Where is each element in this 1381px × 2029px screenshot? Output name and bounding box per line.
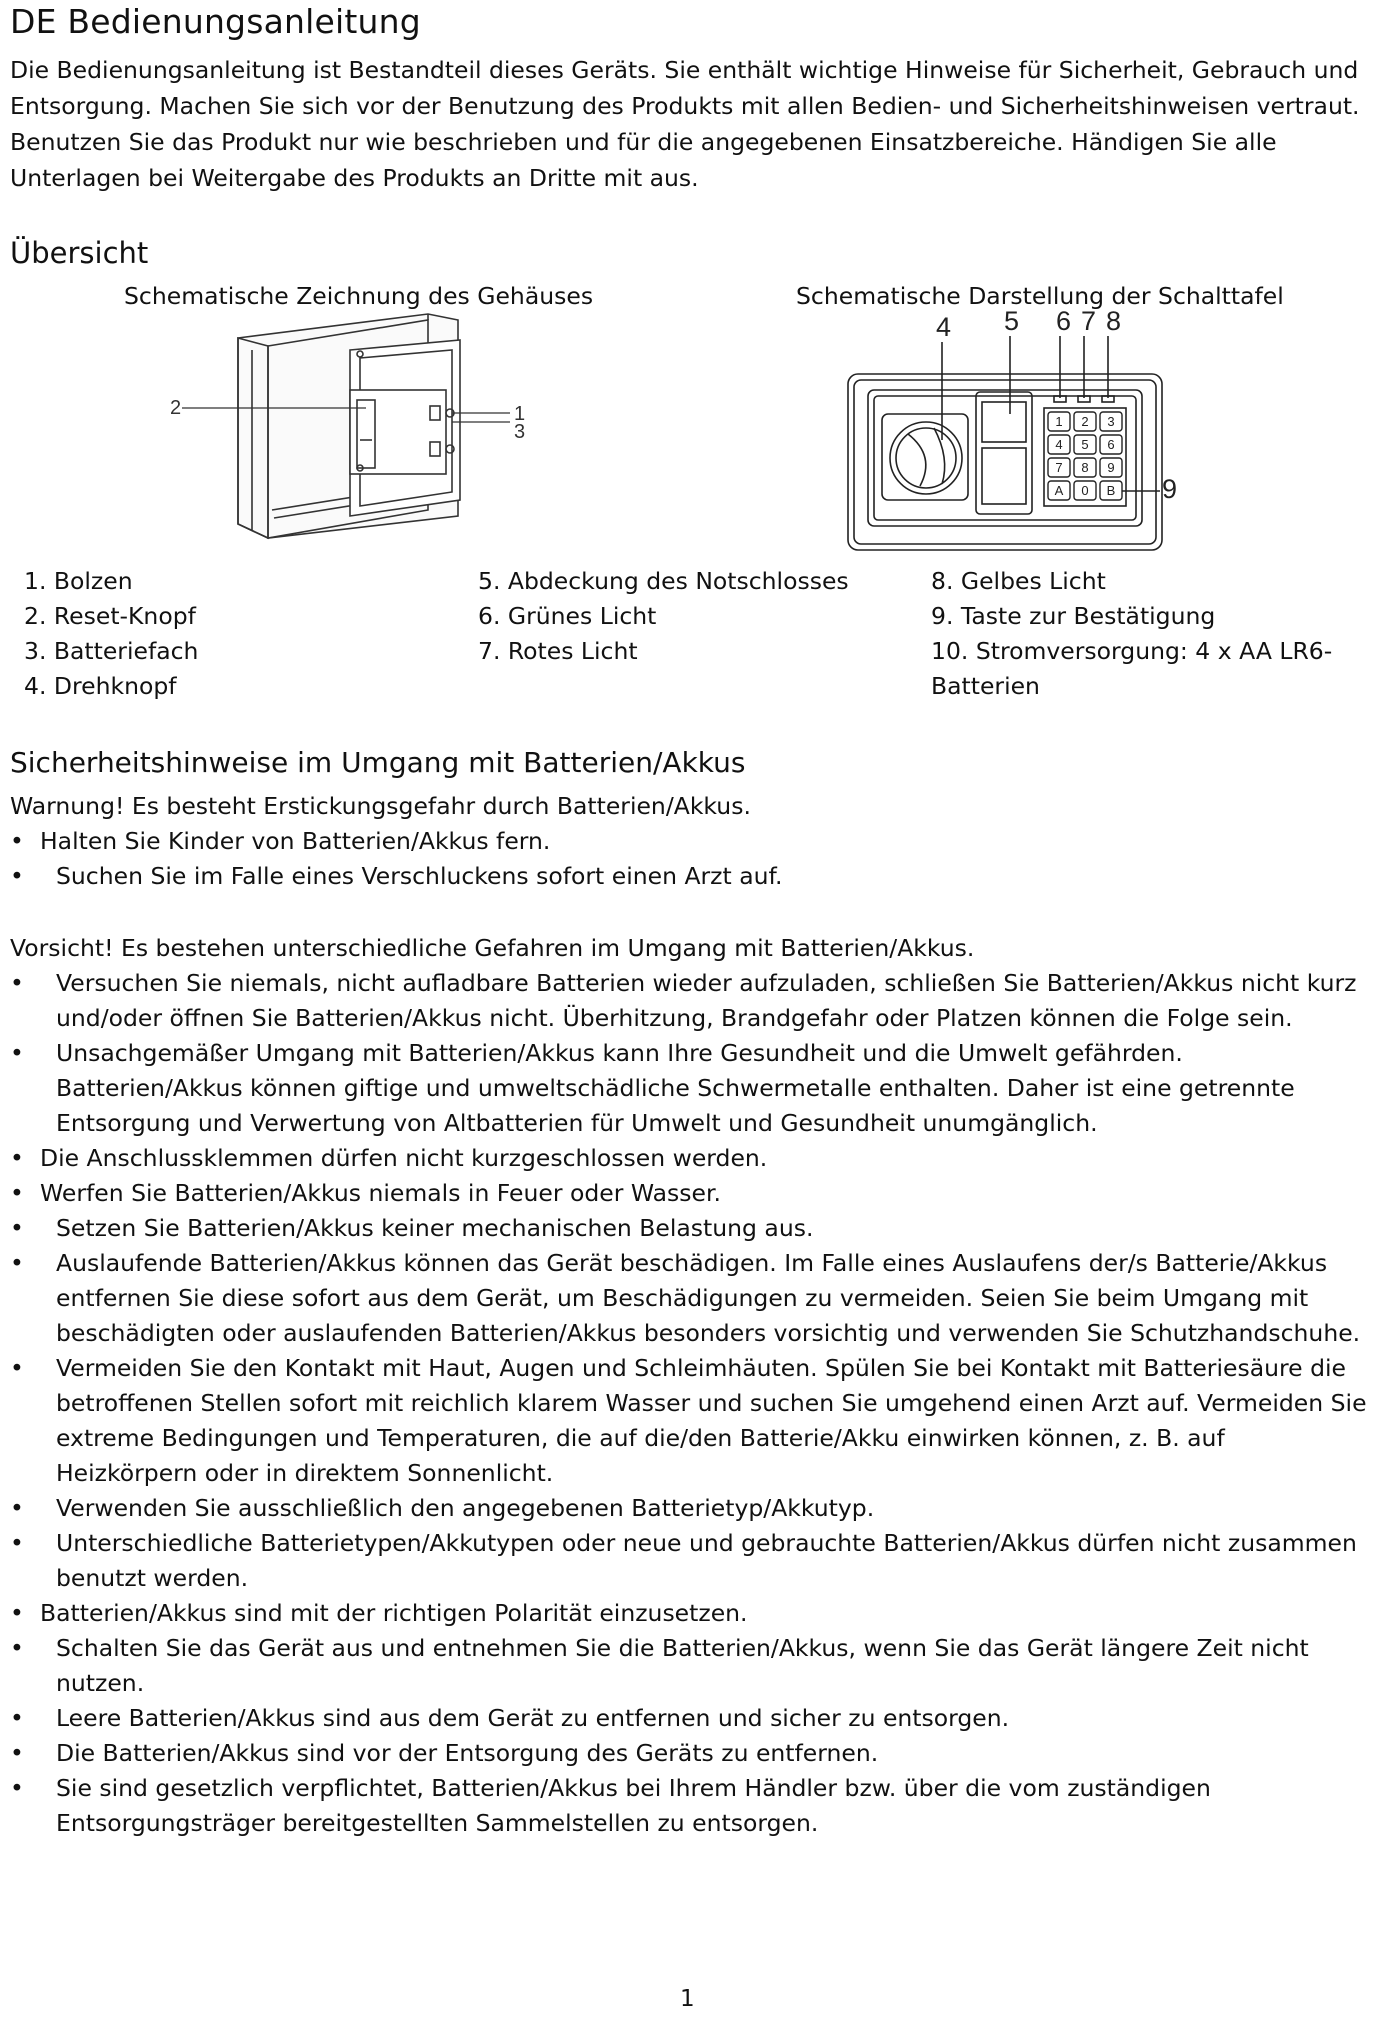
key-0: 0 — [1081, 483, 1089, 498]
list-item: • Versuchen Sie niemals, nicht aufladbare Batterien wieder aufzuladen, schließen Sie Batterien/Akkus nicht kurz und/oder öffnen Sie Batterien/Akkus nicht. Überhitzung, Brandgefahr oder Platzen können die Folge sein. — [10, 966, 1372, 1036]
key-1: 1 — [1055, 414, 1063, 429]
intro-paragraph: Die Bedienungsanleitung ist Bestandteil dieses Geräts. Sie enthält wichtige Hinweise für Sicherheit, Gebrauch und Entsorgung. Machen Sie sich vor der Benutzung des Produkts mit allen Bedien- und Sicherheitshinweisen vertraut. Benutzen Sie das Produkt nur wie beschrieben und für die angegebenen Einsatzbereiche. Händigen Sie alle Unterlagen bei Weitergabe des Produkts an Dritte mit aus. — [10, 56, 1360, 192]
housing-callout-1: 1 — [514, 403, 526, 425]
legend-item: 4. Drehknopf — [24, 672, 177, 700]
list-item: • Auslaufende Batterien/Akkus können das Gerät beschädigen. Im Falle eines Auslaufens der/s Batterie/Akkus entfernen Sie diese sofort aus dem Gerät, um Beschädigungen zu vermeiden. Seien Sie beim Umgang mit beschädigten oder auslaufenden Batterien/Akkus besonders vorsichtig und verwenden Sie Schutzhandschuhe. — [10, 1246, 1372, 1351]
panel-callout-8: 8 — [1106, 306, 1122, 336]
legend-column-3 — [931, 564, 1332, 704]
legend-column-1 — [24, 564, 198, 704]
key-2: 2 — [1081, 414, 1089, 429]
list-item: • Verwenden Sie ausschließlich den angegebenen Batterietyp/Akkutyp. — [10, 1491, 1372, 1526]
keypad — [1048, 412, 1122, 500]
legend-item: 3. Batteriefach — [24, 637, 199, 665]
control-panel-drawing — [838, 306, 1218, 556]
caption-panel: Schematische Darstellung der Schalttafel — [796, 282, 1284, 310]
key-3: 3 — [1107, 414, 1115, 429]
page-title: DE Bedienungsanleitung — [10, 2, 421, 41]
list-item: • Unsachgemäßer Umgang mit Batterien/Akkus kann Ihre Gesundheit und die Umwelt gefährden. Batterien/Akkus können giftige und umweltschädliche Schwermetalle enthalten. Daher ist eine getrennte Entsorgung und Verwertung von Altbatterien für Umwelt und Gesundheit unumgänglich. — [10, 1036, 1372, 1141]
key-8: 8 — [1081, 460, 1089, 475]
panel-callout-5: 5 — [1004, 306, 1020, 336]
housing-drawing — [160, 310, 560, 540]
overview-heading: Übersicht — [10, 236, 149, 270]
page-number: 1 — [680, 1986, 695, 2012]
list-item: • Suchen Sie im Falle eines Verschluckens sofort einen Arzt auf. — [10, 859, 1370, 894]
warning-list — [10, 824, 1370, 894]
housing-callout-2: 2 — [170, 397, 182, 419]
warning-text: Warnung! Es besteht Erstickungsgefahr durch Batterien/Akkus. — [10, 792, 751, 820]
key-6: 6 — [1107, 437, 1115, 452]
list-item: • Batterien/Akkus sind mit der richtigen Polarität einzusetzen. — [10, 1596, 1372, 1631]
legend-item: 2. Reset-Knopf — [24, 602, 196, 630]
key-a: A — [1054, 483, 1064, 498]
list-item: • Die Anschlussklemmen dürfen nicht kurzgeschlossen werden. — [10, 1141, 1372, 1176]
legend-item: 9. Taste zur Bestätigung — [931, 602, 1216, 630]
key-5: 5 — [1081, 437, 1089, 452]
list-item: • Setzen Sie Batterien/Akkus keiner mechanischen Belastung aus. — [10, 1211, 1372, 1246]
list-item: • Werfen Sie Batterien/Akkus niemals in Feuer oder Wasser. — [10, 1176, 1372, 1211]
legend-item: 8. Gelbes Licht — [931, 567, 1106, 595]
list-item: • Schalten Sie das Gerät aus und entnehmen Sie die Batterien/Akkus, wenn Sie das Gerät längere Zeit nicht nutzen. — [10, 1631, 1372, 1701]
list-item: • Leere Batterien/Akkus sind aus dem Gerät zu entfernen und sicher zu entsorgen. — [10, 1701, 1372, 1736]
list-item: • Vermeiden Sie den Kontakt mit Haut, Augen und Schleimhäuten. Spülen Sie bei Kontakt mit Batteriesäure die betroffenen Stellen sofort mit reichlich klarem Wasser und suchen Sie umgehend einen Arzt auf. Vermeiden Sie extreme Bedingungen und Temperaturen, die auf die/den Batterie/Akku einwirken können, z. B. auf Heizkörpern oder in direktem Sonnenlicht. — [10, 1351, 1372, 1491]
panel-callout-4: 4 — [936, 312, 952, 342]
list-item: • Die Batterien/Akkus sind vor der Entsorgung des Geräts zu entfernen. — [10, 1736, 1372, 1771]
key-b: B — [1106, 483, 1116, 498]
panel-callout-6: 6 — [1056, 306, 1072, 336]
housing-callout-3: 3 — [514, 421, 526, 443]
legend-item: Batterien — [931, 672, 1040, 700]
list-item: • Unterschiedliche Batterietypen/Akkutypen oder neue und gebrauchte Batterien/Akkus dürfen nicht zusammen benutzt werden. — [10, 1526, 1372, 1596]
list-item: • Halten Sie Kinder von Batterien/Akkus fern. — [10, 824, 1370, 859]
legend-item: 1. Bolzen — [24, 567, 133, 595]
safety-heading: Sicherheitshinweise im Umgang mit Batterien/Akkus — [10, 746, 746, 779]
key-4: 4 — [1055, 437, 1063, 452]
legend-item: 10. Stromversorgung: 4 x AA LR6- — [931, 637, 1333, 665]
key-9: 9 — [1107, 460, 1115, 475]
panel-callout-7: 7 — [1081, 306, 1097, 336]
legend-item: 5. Abdeckung des Notschlosses — [478, 567, 849, 595]
legend-item: 7. Rotes Licht — [478, 637, 638, 665]
caution-text: Vorsicht! Es bestehen unterschiedliche Gefahren im Umgang mit Batterien/Akkus. — [10, 934, 975, 962]
key-7: 7 — [1055, 460, 1063, 475]
list-item: • Sie sind gesetzlich verpflichtet, Batterien/Akkus bei Ihrem Händler bzw. über die vom zuständigen Entsorgungsträger bereitgestellten Sammelstellen zu entsorgen. — [10, 1771, 1372, 1841]
caption-housing: Schematische Zeichnung des Gehäuses — [124, 282, 594, 310]
panel-callout-9: 9 — [1162, 474, 1178, 504]
caution-list — [10, 966, 1372, 1841]
legend-item: 6. Grünes Licht — [478, 602, 657, 630]
legend-column-2 — [478, 564, 849, 669]
